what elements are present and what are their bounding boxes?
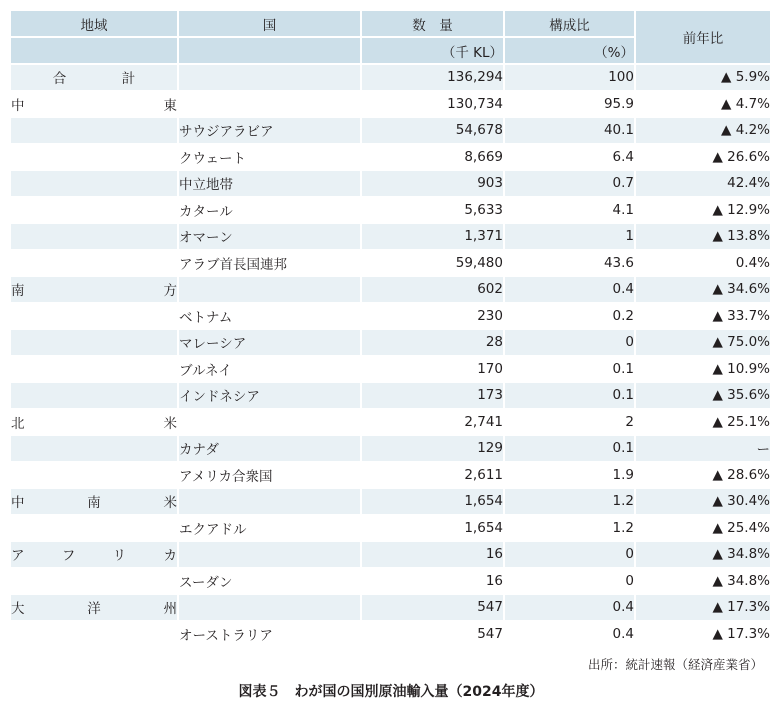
yoy-cell: 42.4%: [635, 170, 771, 197]
yoy-cell: ▲ 17.3%: [635, 594, 771, 621]
volume-cell: 2,741: [361, 409, 504, 436]
country-cell: アラブ首長国連邦: [178, 250, 361, 277]
region-char: 大: [11, 601, 25, 618]
country-cell: クウェート: [178, 144, 361, 171]
volume-cell: 16: [361, 568, 504, 595]
table-row: [10, 594, 771, 621]
region-cell: [10, 144, 178, 171]
table-row: [10, 223, 771, 250]
share-cell: 0.1: [504, 356, 635, 383]
share-cell: 40.1: [504, 117, 635, 144]
region-cell: [10, 435, 178, 462]
table-row: [10, 541, 771, 568]
country-cell: [178, 541, 361, 568]
region-char: 北: [11, 415, 25, 432]
region-cell: [10, 356, 178, 383]
country-cell: サウジアラビア: [178, 117, 361, 144]
country-cell: オマーン: [178, 223, 361, 250]
yoy-cell: ▲ 33.7%: [635, 303, 771, 330]
yoy-cell: ▲ 13.8%: [635, 223, 771, 250]
volume-cell: 1,654: [361, 488, 504, 515]
share-cell: 0: [504, 329, 635, 356]
header-country: 国: [178, 10, 361, 37]
region-cell: [10, 568, 178, 595]
region-char: 洋: [87, 601, 101, 618]
header-share: 構成比: [504, 10, 635, 37]
share-cell: 0.1: [504, 435, 635, 462]
volume-cell: 1,654: [361, 515, 504, 542]
volume-cell: 54,678: [361, 117, 504, 144]
region-char: リ: [112, 548, 127, 565]
yoy-cell: ー: [635, 435, 771, 462]
share-cell: 100: [504, 64, 635, 91]
region-cell: [10, 409, 178, 436]
region-cell: [10, 541, 178, 568]
country-cell: [178, 91, 361, 118]
share-cell: 6.4: [504, 144, 635, 171]
yoy-cell: ▲ 26.6%: [635, 144, 771, 171]
region-cell: [10, 64, 178, 91]
yoy-cell: ▲ 35.6%: [635, 382, 771, 409]
country-cell: インドネシア: [178, 382, 361, 409]
yoy-cell: ▲ 34.6%: [635, 276, 771, 303]
header-share-unit: （%）: [504, 37, 635, 64]
table-row: [10, 64, 771, 91]
yoy-cell: ▲ 4.2%: [635, 117, 771, 144]
table-row: [10, 170, 771, 197]
table-row: [10, 329, 771, 356]
table-body: [10, 64, 771, 647]
volume-cell: 903: [361, 170, 504, 197]
yoy-cell: ▲ 4.7%: [635, 91, 771, 118]
volume-cell: 16: [361, 541, 504, 568]
share-cell: 0.4: [504, 276, 635, 303]
figure-caption: 図表５ わが国の国別原油輸入量（2024年度）: [238, 684, 544, 700]
table-header-row: [10, 10, 771, 37]
volume-cell: 2,611: [361, 462, 504, 489]
share-cell: 43.6: [504, 250, 635, 277]
table-row: [10, 621, 771, 648]
share-cell: 0.7: [504, 170, 635, 197]
region-cell: [10, 621, 178, 648]
header-unit-blank: [178, 37, 361, 64]
volume-cell: 5,633: [361, 197, 504, 224]
share-cell: 1.9: [504, 462, 635, 489]
region-cell: [10, 488, 178, 515]
yoy-cell: ▲ 75.0%: [635, 329, 771, 356]
share-cell: 0.2: [504, 303, 635, 330]
yoy-cell: ▲ 30.4%: [635, 488, 771, 515]
table-row: [10, 303, 771, 330]
header-yoy: 前年比: [635, 10, 771, 64]
volume-cell: 136,294: [361, 64, 504, 91]
table-row: [10, 117, 771, 144]
table-row: [10, 435, 771, 462]
region-cell: [10, 91, 178, 118]
region-cell: [10, 382, 178, 409]
region-cell: [10, 170, 178, 197]
share-cell: 0.1: [504, 382, 635, 409]
yoy-cell: ▲ 34.8%: [635, 541, 771, 568]
region-char: 中: [11, 495, 25, 512]
oil-import-table: [9, 9, 772, 648]
country-cell: ベトナム: [178, 303, 361, 330]
region-char: 中: [11, 97, 25, 114]
region-char: 州: [163, 601, 177, 618]
yoy-cell: ▲ 25.1%: [635, 409, 771, 436]
header-volume-unit: （千 KL）: [361, 37, 504, 64]
country-cell: [178, 594, 361, 621]
volume-cell: 547: [361, 621, 504, 648]
header-region: 地域: [10, 10, 178, 37]
region-cell: [10, 197, 178, 224]
table-row: [10, 515, 771, 542]
table-row: [10, 488, 771, 515]
yoy-cell: ▲ 10.9%: [635, 356, 771, 383]
region-cell: [10, 462, 178, 489]
share-cell: 2: [504, 409, 635, 436]
region-char: 米: [163, 495, 177, 512]
country-cell: [178, 276, 361, 303]
yoy-cell: 0.4%: [635, 250, 771, 277]
country-cell: [178, 64, 361, 91]
country-cell: ブルネイ: [178, 356, 361, 383]
volume-cell: 8,669: [361, 144, 504, 171]
volume-cell: 130,734: [361, 91, 504, 118]
table-row: [10, 409, 771, 436]
volume-cell: 173: [361, 382, 504, 409]
volume-cell: 28: [361, 329, 504, 356]
volume-cell: 230: [361, 303, 504, 330]
country-cell: 中立地帯: [178, 170, 361, 197]
country-cell: カナダ: [178, 435, 361, 462]
yoy-cell: ▲ 12.9%: [635, 197, 771, 224]
region-cell: [10, 303, 178, 330]
country-cell: [178, 488, 361, 515]
region-cell: [10, 223, 178, 250]
volume-cell: 170: [361, 356, 504, 383]
region-cell: [10, 117, 178, 144]
region-cell: [10, 276, 178, 303]
volume-cell: 602: [361, 276, 504, 303]
region-char: 方: [163, 283, 177, 300]
table-row: [10, 197, 771, 224]
region-cell: [10, 250, 178, 277]
country-cell: カタール: [178, 197, 361, 224]
country-cell: スーダン: [178, 568, 361, 595]
table-row: [10, 91, 771, 118]
region-char: ア: [11, 548, 25, 565]
table-row: [10, 356, 771, 383]
country-cell: オーストラリア: [178, 621, 361, 648]
table-row: [10, 462, 771, 489]
country-cell: マレーシア: [178, 329, 361, 356]
volume-cell: 547: [361, 594, 504, 621]
yoy-cell: ▲ 25.4%: [635, 515, 771, 542]
header-unit-blank: [10, 37, 178, 64]
region-char: 南: [11, 283, 25, 300]
region-char: 計: [121, 71, 136, 88]
share-cell: 0: [504, 568, 635, 595]
share-cell: 0.4: [504, 621, 635, 648]
volume-cell: 59,480: [361, 250, 504, 277]
country-cell: アメリカ合衆国: [178, 462, 361, 489]
table-row: [10, 250, 771, 277]
region-char: フ: [61, 548, 76, 565]
region-cell: [10, 515, 178, 542]
country-cell: エクアドル: [178, 515, 361, 542]
region-char: カ: [163, 548, 177, 565]
header-volume: 数 量: [361, 10, 504, 37]
share-cell: 95.9: [504, 91, 635, 118]
yoy-cell: ▲ 34.8%: [635, 568, 771, 595]
share-cell: 0.4: [504, 594, 635, 621]
share-cell: 1.2: [504, 515, 635, 542]
share-cell: 0: [504, 541, 635, 568]
table-row: [10, 382, 771, 409]
share-cell: 1: [504, 223, 635, 250]
volume-cell: 129: [361, 435, 504, 462]
yoy-cell: ▲ 5.9%: [635, 64, 771, 91]
region-char: 南: [87, 495, 101, 512]
yoy-cell: ▲ 28.6%: [635, 462, 771, 489]
share-cell: 1.2: [504, 488, 635, 515]
table-row: [10, 276, 771, 303]
region-char: 東: [163, 97, 177, 114]
region-cell: [10, 329, 178, 356]
table-row: [10, 568, 771, 595]
region-char: 米: [163, 415, 177, 432]
yoy-cell: ▲ 17.3%: [635, 621, 771, 648]
source-note: 出所：統計速報（経済産業省）: [587, 657, 763, 672]
volume-cell: 1,371: [361, 223, 504, 250]
share-cell: 4.1: [504, 197, 635, 224]
table-row: [10, 144, 771, 171]
region-char: 合: [52, 71, 67, 88]
region-cell: [10, 594, 178, 621]
country-cell: [178, 409, 361, 436]
